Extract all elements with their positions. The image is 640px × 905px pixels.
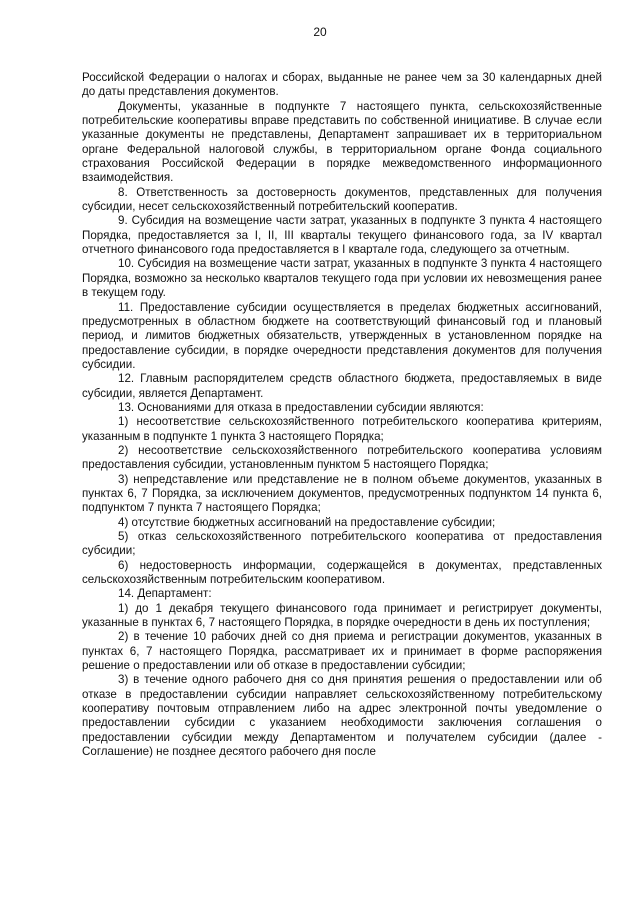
paragraph-12: 5) отказ сельскохозяйственного потребительского кооператива от предоставления субсидии; xyxy=(82,530,602,558)
paragraph-14: 14. Департамент: xyxy=(118,587,212,601)
paragraph-5: 11. Предоставление субсидии осуществляется в пределах бюджетных ассигнований, предусмотренных в областном бюджете на соответствующий финансовый год и плановый период, и лимитов бюджетных обязательств, утвержденных в установленном порядке на предоставление субсидии, в порядке очередности представления документов для получения субсидии. xyxy=(82,300,602,371)
paragraph-11: 4) отсутствие бюджетных ассигнований на предоставление субсидии; xyxy=(118,515,496,529)
paragraph-4: 10. Субсидия на возмещение части затрат, указанных в подпункте 3 пункта 4 настоящего Порядка, возможно за несколько кварталов текущего года при условии их невозмещения ранее в текущем году. xyxy=(82,257,602,300)
page-number: 20 xyxy=(313,25,327,39)
paragraph-1: Документы, указанные в подпункте 7 настоящего пункта, сельскохозяйственные потребительские кооперативы вправе представить по собственной инициативе. В случае если указанные документы не представлены, Департамент запрашивает их в территориальном органе Федеральной налоговой службы, в территориальном органе Фонда социального страхования Российской Федерации в порядке межведомственного информационного взаимодействия. xyxy=(82,99,602,185)
paragraph-15: 1) до 1 декабря текущего финансового года принимает и регистрирует документы, указанные в пунктах 6, 7 настоящего Порядка, в порядке очередности в день их поступления; xyxy=(82,601,602,630)
paragraph-9: 2) несоответствие сельскохозяйственного потребительского кооператива условиям предоставления субсидии, установленным пунктом 5 настоящего Порядка; xyxy=(82,443,602,472)
paragraph-16: 2) в течение 10 рабочих дней со дня приема и регистрации документов, указанных в пунктах 6, 7 настоящего Порядка, рассматривает их и принимает в форме распоряжения решение о предоставлении или об отказе в предоставлении субсидии; xyxy=(82,630,602,673)
paragraph-7: 13. Основаниями для отказа в предоставлении субсидии являются: xyxy=(118,400,484,414)
document-body xyxy=(82,71,602,760)
paragraph-13: 6) недостоверность информации, содержащейся в документах, представленных сельскохозяйственным потребительским кооперативом. xyxy=(82,558,602,587)
paragraph-0: Российской Федерации о налогах и сборах, выданные не ранее чем за 30 календарных дней до даты представления документов. xyxy=(82,71,602,99)
paragraph-2: 8. Ответственность за достоверность документов, представленных для получения субсидии, несет сельскохозяйственный потребительский кооператив. xyxy=(82,185,602,214)
paragraph-10: 3) непредставление или представление не в полном объеме документов, указанных в пунктах 6, 7 Порядка, за исключением документов, предусмотренных подпунктом 14 пункта 6, подпунктом 7 пункта 7 настоящего Порядка; xyxy=(82,472,602,515)
paragraph-6: 12. Главным распорядителем средств областного бюджета, предоставляемых в виде субсидии, является Департамент. xyxy=(82,372,602,400)
paragraph-17: 3) в течение одного рабочего дня со дня принятия решения о предоставлении или об отказе в предоставлении субсидии направляет сельскохозяйственному потребительскому кооперативу почтовым отправлением либо на адрес электронной почты уведомление о предоставлении субсидии с указанием необходимости заключения соглашения о предоставлении субсидии между Департаментом и получателем субсидии (далее - Соглашение) не позднее десятого рабочего дня после xyxy=(82,673,602,759)
paragraph-8: 1) несоответствие сельскохозяйственного потребительского кооператива критериям, указанным в подпункте 1 пункта 3 настоящего Порядка; xyxy=(82,415,602,443)
paragraph-3: 9. Субсидия на возмещение части затрат, указанных в подпункте 3 пункта 4 настоящего Порядка, предоставляется за I, II, III кварталы текущего финансового года, за IV квартал отчетного финансового года предоставляется в I квартале года, следующего за отчетным. xyxy=(82,214,602,257)
